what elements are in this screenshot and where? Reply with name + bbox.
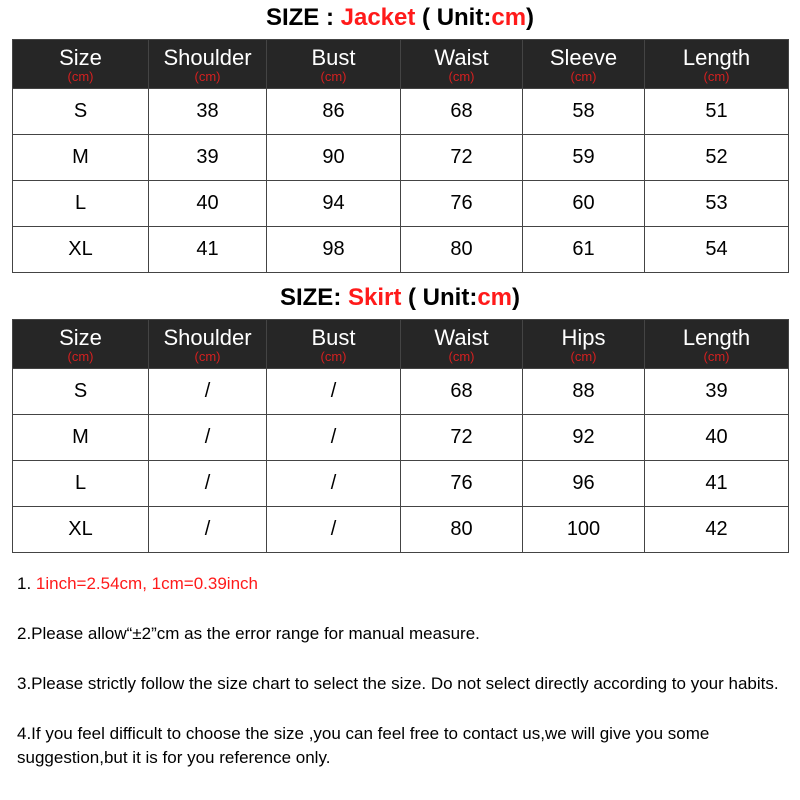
title-prefix: SIZE : xyxy=(265,4,341,31)
table-cell: 96 xyxy=(523,461,645,507)
table-cell: 76 xyxy=(401,181,523,227)
table-cell: 41 xyxy=(149,227,267,273)
table-cell: / xyxy=(149,461,267,507)
column-header-bust xyxy=(267,320,401,369)
column-header-unit: (cm) xyxy=(194,69,221,84)
table-header-row xyxy=(13,320,789,369)
column-header-label: Size xyxy=(59,325,102,350)
column-header-hips xyxy=(523,320,645,369)
column-header-label: Hips xyxy=(561,325,606,350)
note-3: 3.Please strictly follow the size chart to select the size. Do not select directly according to your habits. xyxy=(17,674,779,693)
column-header-shoulder xyxy=(149,320,267,369)
column-header-unit: (cm) xyxy=(570,69,597,84)
title-suffix: ) xyxy=(526,4,535,31)
column-header-size xyxy=(13,40,149,89)
table-row xyxy=(13,181,789,227)
column-header-length xyxy=(645,320,789,369)
column-header-unit: (cm) xyxy=(320,349,347,364)
table-cell: 59 xyxy=(523,135,645,181)
table-row xyxy=(13,461,789,507)
title-mid: ( Unit: xyxy=(401,284,478,311)
title-prefix: SIZE: xyxy=(279,284,348,311)
title-suffix: ) xyxy=(512,284,521,311)
table-row xyxy=(13,89,789,135)
skirt-size-title xyxy=(0,283,800,313)
column-header-label: Waist xyxy=(434,325,489,350)
column-header-waist xyxy=(401,320,523,369)
jacket-size-title xyxy=(0,3,800,33)
column-header-unit: (cm) xyxy=(703,69,730,84)
table-cell: 54 xyxy=(645,227,789,273)
column-header-unit: (cm) xyxy=(194,349,221,364)
column-header-length xyxy=(645,40,789,89)
table-cell: / xyxy=(267,415,401,461)
column-header-unit: (cm) xyxy=(320,69,347,84)
title-item: Skirt xyxy=(347,284,402,311)
table-cell: 68 xyxy=(401,89,523,135)
title-item: Jacket xyxy=(340,4,416,31)
column-header-unit: (cm) xyxy=(570,349,597,364)
column-header-unit: (cm) xyxy=(67,349,94,364)
column-header-label: Length xyxy=(682,45,751,70)
table-cell: 39 xyxy=(645,369,789,415)
table-cell: L xyxy=(13,181,149,227)
note-1 xyxy=(17,572,787,596)
table-cell: 100 xyxy=(523,507,645,553)
table-cell: 72 xyxy=(401,415,523,461)
column-header-label: Sleeve xyxy=(549,45,618,70)
table-cell: / xyxy=(149,415,267,461)
table-cell: 92 xyxy=(523,415,645,461)
table-cell: / xyxy=(267,369,401,415)
column-header-label: Shoulder xyxy=(163,45,252,70)
table-cell: XL xyxy=(13,507,149,553)
table-cell: 38 xyxy=(149,89,267,135)
table-cell: S xyxy=(13,89,149,135)
table-cell: 40 xyxy=(645,415,789,461)
table-cell: 58 xyxy=(523,89,645,135)
title-mid: ( Unit: xyxy=(415,4,492,31)
table-cell: 88 xyxy=(523,369,645,415)
table-cell: / xyxy=(149,369,267,415)
title-unit: cm xyxy=(477,284,513,311)
table-cell: L xyxy=(13,461,149,507)
table-cell: 68 xyxy=(401,369,523,415)
column-header-bust xyxy=(267,40,401,89)
table-cell: / xyxy=(149,507,267,553)
table-cell: 98 xyxy=(267,227,401,273)
table-cell: 86 xyxy=(267,89,401,135)
column-header-unit: (cm) xyxy=(448,69,475,84)
jacket-size-table xyxy=(12,39,789,273)
table-cell: / xyxy=(267,461,401,507)
column-header-sleeve xyxy=(523,40,645,89)
note-1-number: 1. xyxy=(17,574,36,593)
table-cell: 53 xyxy=(645,181,789,227)
table-header-row xyxy=(13,40,789,89)
column-header-label: Length xyxy=(682,325,751,350)
column-header-size xyxy=(13,320,149,369)
table-row xyxy=(13,227,789,273)
table-cell: 41 xyxy=(645,461,789,507)
skirt-size-table xyxy=(12,319,789,553)
table-cell: 80 xyxy=(401,227,523,273)
table-cell: 60 xyxy=(523,181,645,227)
table-cell: 94 xyxy=(267,181,401,227)
note-4: 4.If you feel difficult to choose the size ,you can feel free to contact us,we will give you some suggestion,but it is for you reference only. xyxy=(17,724,710,767)
table-cell: XL xyxy=(13,227,149,273)
table-cell: 51 xyxy=(645,89,789,135)
column-header-label: Bust xyxy=(311,45,356,70)
note-1-conversion: 1inch=2.54cm, 1cm=0.39inch xyxy=(35,574,258,593)
title-unit: cm xyxy=(491,4,527,31)
table-cell: / xyxy=(267,507,401,553)
table-cell: 61 xyxy=(523,227,645,273)
table-cell: M xyxy=(13,135,149,181)
table-row xyxy=(13,369,789,415)
column-header-shoulder xyxy=(149,40,267,89)
table-cell: 72 xyxy=(401,135,523,181)
table-cell: 42 xyxy=(645,507,789,553)
column-header-label: Shoulder xyxy=(163,325,252,350)
column-header-label: Size xyxy=(59,45,102,70)
size-notes xyxy=(17,572,787,770)
table-cell: 80 xyxy=(401,507,523,553)
column-header-unit: (cm) xyxy=(703,349,730,364)
table-cell: 40 xyxy=(149,181,267,227)
column-header-unit: (cm) xyxy=(67,69,94,84)
column-header-unit: (cm) xyxy=(448,349,475,364)
table-row xyxy=(13,415,789,461)
column-header-label: Waist xyxy=(434,45,489,70)
table-cell: 90 xyxy=(267,135,401,181)
table-row xyxy=(13,507,789,553)
table-row xyxy=(13,135,789,181)
table-cell: 39 xyxy=(149,135,267,181)
column-header-label: Bust xyxy=(311,325,356,350)
table-cell: 76 xyxy=(401,461,523,507)
column-header-waist xyxy=(401,40,523,89)
table-cell: 52 xyxy=(645,135,789,181)
table-cell: S xyxy=(13,369,149,415)
note-2: 2.Please allow“±2”cm as the error range for manual measure. xyxy=(17,624,480,643)
table-cell: M xyxy=(13,415,149,461)
